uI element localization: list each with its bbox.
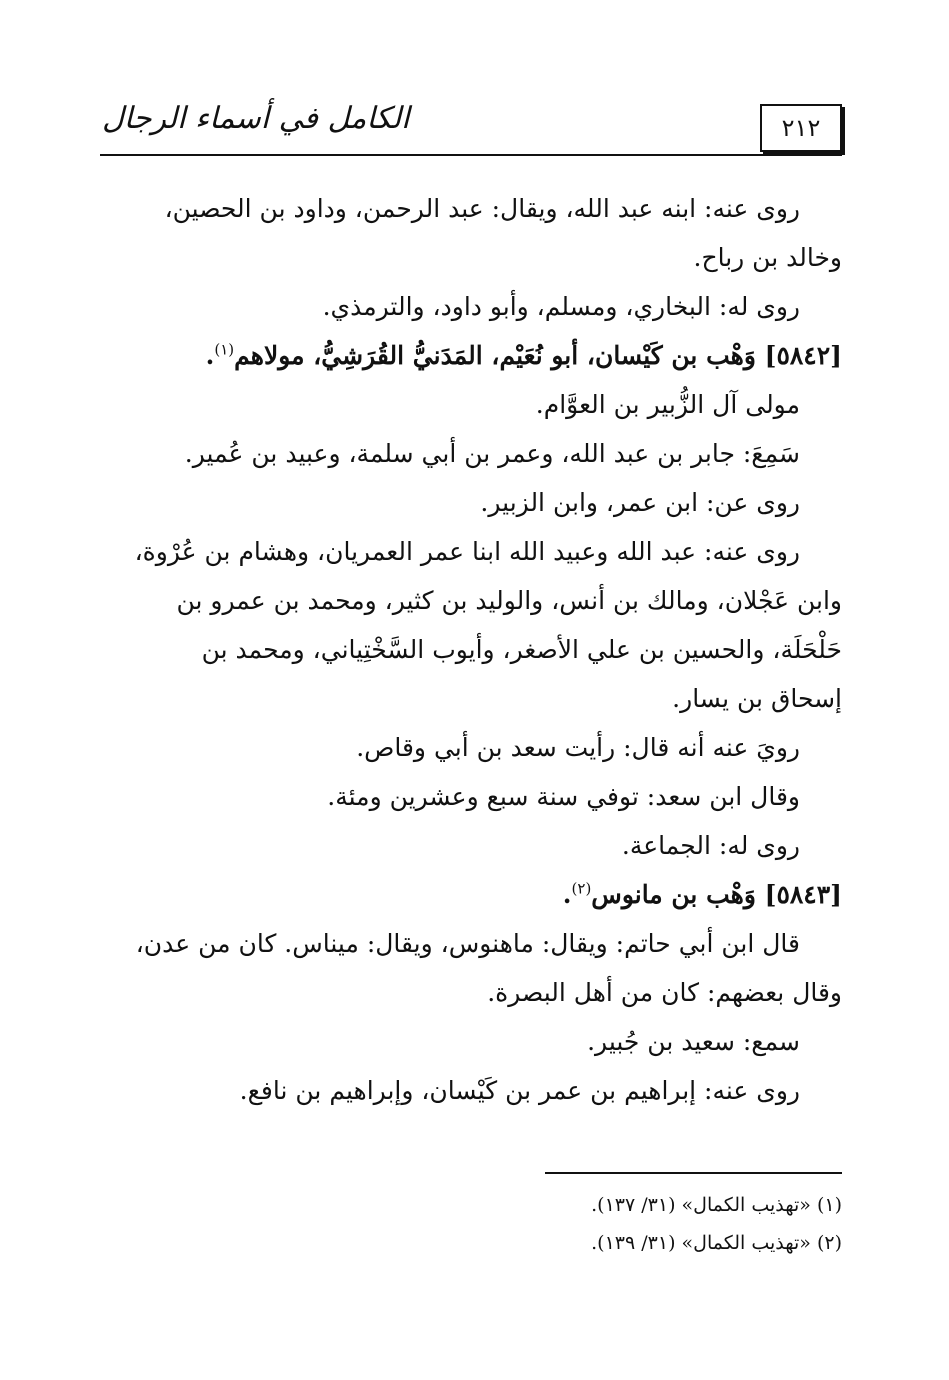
text-line: روى عنه: إبراهيم بن عمر بن كَيْسان، وإبراهيم بن نافع. (239, 1076, 800, 1105)
text-line: مولى آل الزُّبير بن العوَّام. (535, 390, 800, 419)
entry-heading: [٥٨٤٢] وَهْب بن كَيْسان، أبو نُعَيْم، المَدَنيُّ القُرَشِيُّ، مولاهم$^{(١)}$. (205, 340, 842, 370)
body-text (100, 184, 842, 1115)
text-line: سَمِعَ: جابر بن عبد الله، وعمر بن أبي سلمة، وعبيد بن عُمير. (184, 439, 800, 468)
header-rule (100, 154, 842, 156)
footnote-rule (545, 1172, 842, 1174)
footnote-item: (١) «تهذيب الكمال» (٣١/ ١٣٧). (591, 1194, 842, 1216)
entry-heading: [٥٨٤٣] وَهْب بن مانوس$^{(٢)}$. (562, 879, 842, 909)
text-line: إسحاق بن يسار. (672, 684, 842, 713)
text-line: قال ابن أبي حاتم: ويقال: ماهنوس، ويقال: ميناس. كان من عدن، (135, 929, 800, 958)
text-line: وقال بعضهم: كان من أهل البصرة. (487, 978, 842, 1007)
page-number: ٢١٢ (760, 104, 842, 152)
text-line: رويَ عنه أنه قال: رأيت سعد بن أبي وقاص. (356, 733, 800, 762)
text-line: وابن عَجْلان، ومالك بن أنس، والوليد بن كثير، ومحمد بن عمرو بن (176, 586, 842, 615)
text-line: روى عنه: ابنه عبد الله، ويقال: عبد الرحمن، وداود بن الحصين، (164, 194, 800, 223)
text-line: روى عن: ابن عمر، وابن الزبير. (480, 488, 800, 517)
footnote-item: (٢) «تهذيب الكمال» (٣١/ ١٣٩). (591, 1232, 842, 1254)
footnote-mark: (٢) (571, 879, 592, 898)
text-line: روى عنه: عبد الله وعبيد الله ابنا عمر العمريان، وهشام بن عُرْوة، (134, 537, 800, 566)
text-line: روى له: البخاري، ومسلم، وأبو داود، والترمذي. (322, 292, 800, 321)
book-title: الكامل في أسماء الرجال (102, 101, 410, 136)
text-line: وخالد بن رباح. (693, 243, 842, 272)
footnotes (591, 1186, 842, 1262)
page-header (100, 92, 842, 156)
text-line: حَلْحَلَة، والحسين بن علي الأصغر، وأيوب السَّخْتِياني، ومحمد بن (201, 635, 842, 664)
entry-heading-text: [٥٨٤٢] وَهْب بن كَيْسان، أبو نُعَيْم، المَدَنيُّ القُرَشِيُّ، مولاهم (234, 341, 842, 370)
text-line: روى له: الجماعة. (621, 831, 800, 860)
footnote-mark: (١) (214, 340, 235, 359)
text-line: سمع: سعيد بن جُبير. (587, 1027, 800, 1056)
entry-heading-text: [٥٨٤٣] وَهْب بن مانوس (591, 880, 842, 909)
text-line: وقال ابن سعد: توفي سنة سبع وعشرين ومئة. (327, 782, 800, 811)
